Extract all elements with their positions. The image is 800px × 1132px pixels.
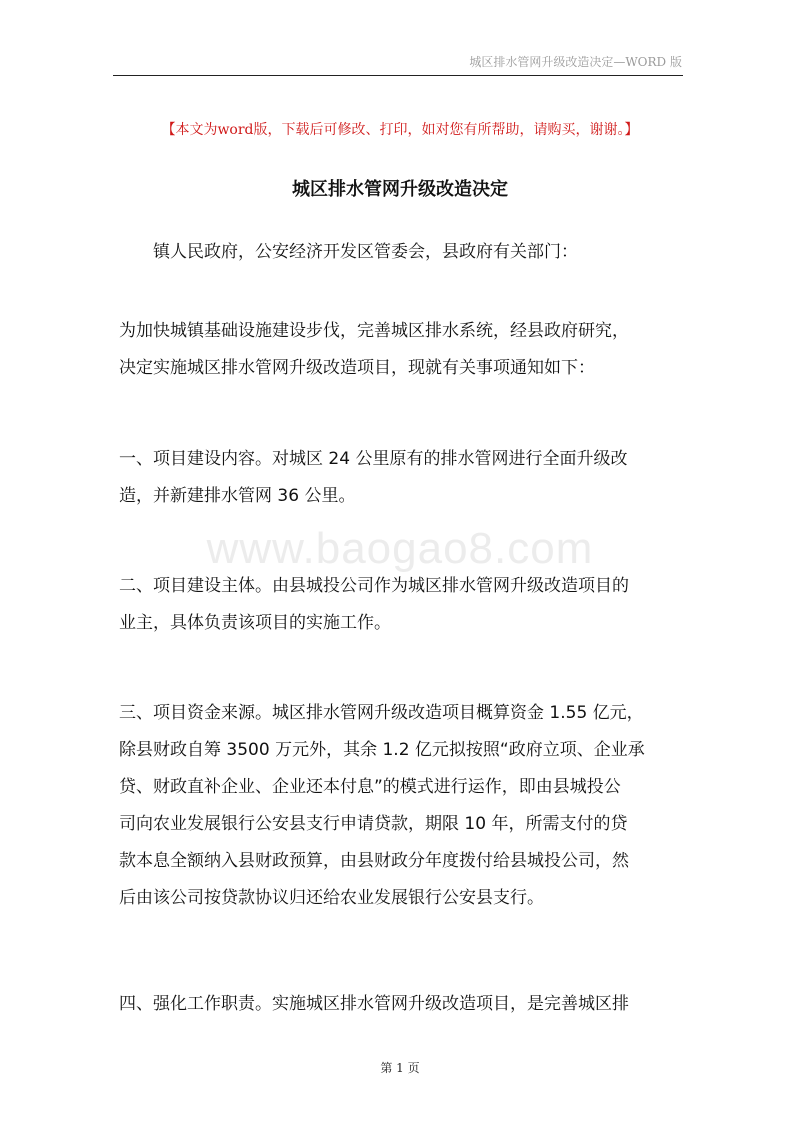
paragraph-line: 二、项目建设主体。由县城投公司作为城区排水管网升级改造项目的 [119, 576, 629, 596]
paragraph-line: 四、强化工作职责。实施城区排水管网升级改造项目，是完善城区排 [119, 994, 629, 1014]
paragraph-line: 贷、财政直补企业、企业还本付息”的模式进行运作，即由县城投公 [119, 777, 621, 797]
paragraph-intro [119, 313, 689, 387]
header-divider [113, 75, 683, 76]
download-notice: 【本文为word版，下载后可修改、打印，如对您有所帮助，请购买，谢谢。】 [161, 122, 639, 138]
paragraph-line: 为加快城镇基础设施建设步伐，完善城区排水系统，经县政府研究， [119, 321, 629, 341]
paragraph-line: 决定实施城区排水管网升级改造项目，现就有关事项通知如下： [119, 358, 595, 378]
paragraph-line: 一、项目建设内容。对城区 24 公里原有的排水管网进行全面升级改 [119, 449, 628, 469]
paragraph-line: 后由该公司按贷款协议归还给农业发展银行公安县支行。 [119, 888, 544, 908]
paragraph-line: 除县财政自筹 3500 万元外，其余 1.2 亿元拟按照“政府立项、企业承 [119, 740, 645, 760]
paragraph-line: 司向农业发展银行公安县支行申请贷款，期限 10 年，所需支付的贷 [119, 814, 628, 834]
paragraph-line: 款本息全额纳入县财政预算，由县财政分年度拨付给县城投公司，然 [119, 851, 629, 871]
paragraph-line: 业主，具体负责该项目的实施工作。 [119, 613, 391, 633]
document-title: 城区排水管网升级改造决定 [292, 179, 508, 200]
paragraph-line: 三、项目资金来源。城区排水管网升级改造项目概算资金 1.55 亿元， [119, 703, 644, 723]
paragraph-section-3 [119, 695, 689, 917]
watermark: www.baogao8.com [206, 524, 594, 573]
salutation [119, 234, 689, 271]
paragraph-section-4 [119, 986, 689, 1023]
paragraph-section-1 [119, 441, 689, 515]
paragraph-section-2 [119, 568, 689, 642]
page-number: 第 1 页 [380, 1061, 420, 1075]
running-header: 城区排水管网升级改造决定—WORD 版 [469, 55, 682, 69]
paragraph-line: 造，并新建排水管网 36 公里。 [119, 486, 356, 506]
salutation-line: 镇人民政府，公安经济开发区管委会，县政府有关部门： [153, 242, 578, 262]
